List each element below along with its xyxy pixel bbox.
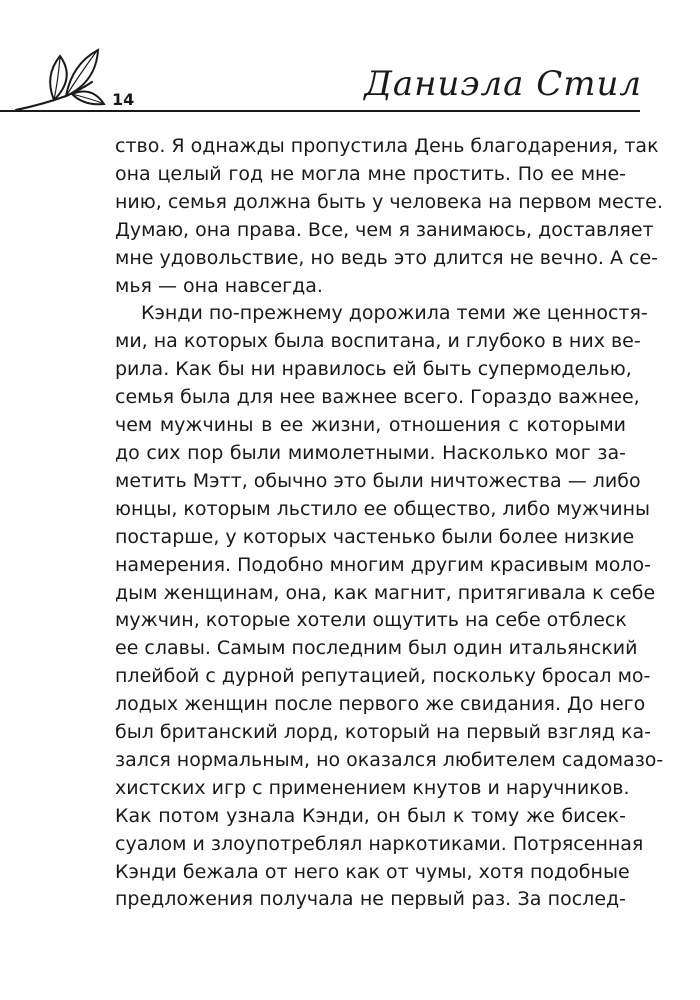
text-line: намерения. Подобно многим другим красивым моло- (115, 553, 651, 576)
text-line: плейбой с дурной репутацией, поскольку бросал мо- (115, 665, 651, 688)
text-line: ство. Я однажды пропустила День благодарения, так (115, 135, 659, 157)
text-line: ми, на которых была воспитана, и глубоко в них ве- (115, 330, 641, 353)
page-header (0, 0, 700, 130)
body-text (115, 133, 664, 914)
text-line: мья — она навсегда. (115, 274, 323, 297)
text-line: метить Мэтт, обычно это были ничтожества — либо (115, 469, 641, 492)
author-name: Даниэла Стил (364, 64, 642, 104)
text-line: постарше, у которых частенько были более низкие (115, 525, 635, 548)
text-line: до сих пор были мимолетными. Насколько мог за- (115, 441, 626, 464)
text-line: предложения получала не первый раз. За послед- (115, 888, 626, 911)
text-line: Думаю, она права. Все, чем я занимаюсь, доставляет (115, 218, 654, 241)
text-line: дым женщинам, она, как магнит, притягивала к себе (115, 581, 656, 604)
text-line: юнцы, которым льстило ее общество, либо мужчины (115, 497, 650, 520)
text-line: суалом и злоупотреблял наркотиками. Потрясенная (115, 832, 644, 855)
text-line: ее славы. Самым последним был один итальянский (115, 637, 638, 660)
text-line: Кэнди бежала от него как от чумы, хотя подобные (115, 860, 630, 883)
text-line: нию, семья должна быть у человека на первом месте. (115, 190, 663, 213)
text-line: хистских игр с применением кнутов и наручников. (115, 776, 630, 799)
text-line: мне удовольствие, но ведь это длится не вечно. А се- (115, 246, 659, 269)
text-line: был британский лорд, который на первый взгляд ка- (115, 721, 651, 744)
text-line: Кэнди по-прежнему дорожила теми же ценностя- (141, 302, 648, 325)
text-line: лодых женщин после первого же свидания. До него (115, 693, 646, 716)
page-number: 14 (112, 90, 135, 109)
text-line: рила. Как бы ни нравилось ей быть супермоделью, (115, 358, 632, 381)
text-line: Как потом узнала Кэнди, он был к тому же бисек- (115, 804, 626, 827)
text-line: она целый год не могла мне простить. По ее мне- (115, 162, 626, 185)
header-rule (0, 110, 640, 112)
text-line: мужчин, которые хотели ощутить на себе отблеск (115, 609, 627, 632)
text-line: чем мужчины в ее жизни, отношения с которыми (115, 414, 626, 437)
text-line: зался нормальным, но оказался любителем садомазо- (115, 748, 664, 771)
text-line: семья была для нее важнее всего. Гораздо важнее, (115, 386, 640, 409)
